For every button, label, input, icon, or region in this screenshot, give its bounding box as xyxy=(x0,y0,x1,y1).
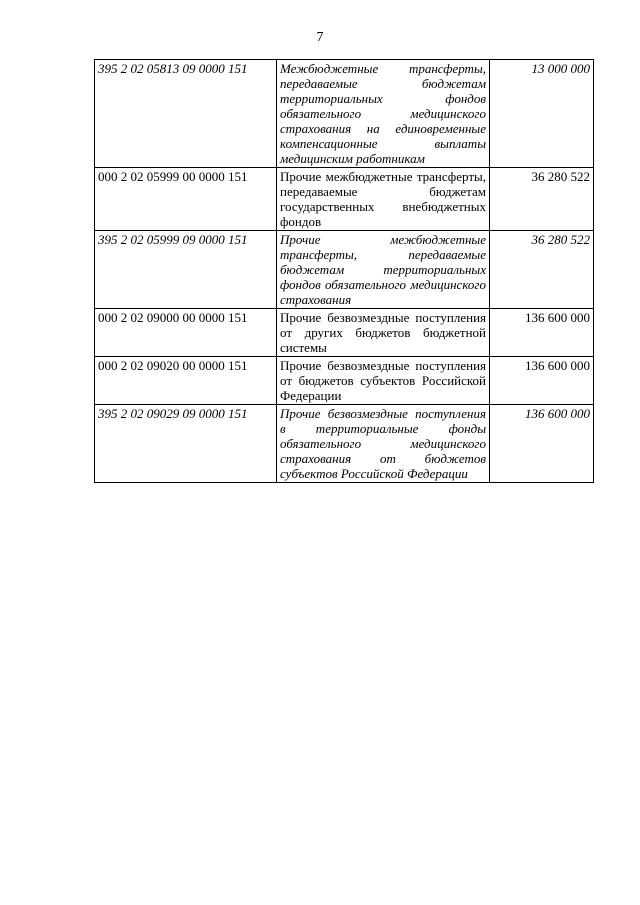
budget-revenue-table xyxy=(94,59,594,483)
budget-code-cell: 395 2 02 05813 09 0000 151 xyxy=(95,60,277,168)
table-row xyxy=(95,309,594,357)
table-row xyxy=(95,231,594,309)
amount-cell: 13 000 000 xyxy=(490,60,594,168)
amount-cell: 36 280 522 xyxy=(490,231,594,309)
amount-cell: 136 600 000 xyxy=(490,357,594,405)
page-number: 7 xyxy=(316,30,324,45)
table-row xyxy=(95,60,594,168)
table-row xyxy=(95,405,594,483)
budget-code-cell: 000 2 02 05999 00 0000 151 xyxy=(95,168,277,231)
description-cell: Прочие безвозмездные поступления от бюджетов субъектов Российской Федерации xyxy=(277,357,490,405)
description-cell: Прочие межбюджетные трансферты, передаваемые бюджетам государственных внебюджетных фондов xyxy=(277,168,490,231)
description-cell: Межбюджетные трансферты, передаваемые бюджетам территориальных фондов обязательного медицинского страхования на единовременные компенсационные выплаты медицинским работникам xyxy=(277,60,490,168)
budget-code-cell: 395 2 02 09029 09 0000 151 xyxy=(95,405,277,483)
description-cell: Прочие безвозмездные поступления в территориальные фонды обязательного медицинского страхования от бюджетов субъектов Российской Федерации xyxy=(277,405,490,483)
amount-cell: 136 600 000 xyxy=(490,405,594,483)
table-row xyxy=(95,168,594,231)
budget-code-cell: 000 2 02 09020 00 0000 151 xyxy=(95,357,277,405)
amount-cell: 36 280 522 xyxy=(490,168,594,231)
table-row xyxy=(95,357,594,405)
amount-cell: 136 600 000 xyxy=(490,309,594,357)
budget-code-cell: 395 2 02 05999 09 0000 151 xyxy=(95,231,277,309)
description-cell: Прочие безвозмездные поступления от других бюджетов бюджетной системы xyxy=(277,309,490,357)
description-cell: Прочие межбюджетные трансферты, передаваемые бюджетам территориальных фондов обязательного медицинского страхования xyxy=(277,231,490,309)
budget-code-cell: 000 2 02 09000 00 0000 151 xyxy=(95,309,277,357)
